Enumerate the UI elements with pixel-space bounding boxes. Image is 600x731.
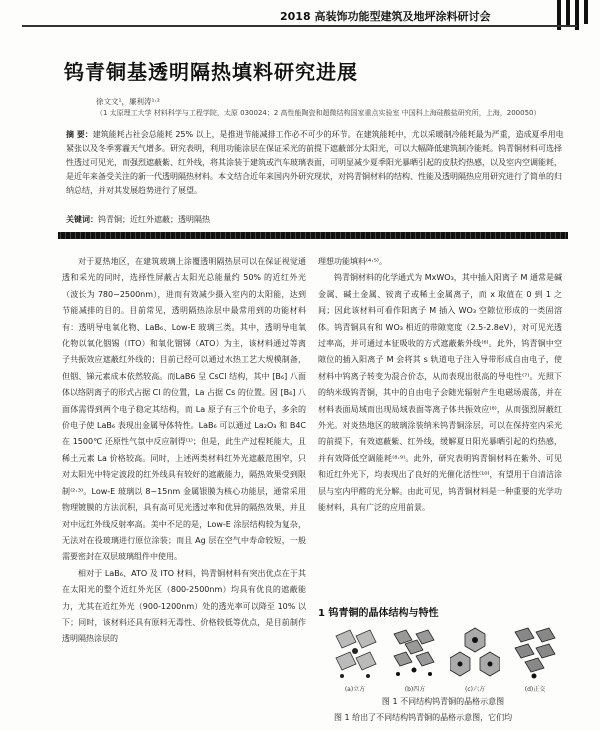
body-paragraph: 图 1 给出了不同结构钨青铜的晶格示意图，它们均 bbox=[334, 713, 513, 722]
cubic-lattice-icon bbox=[330, 626, 380, 682]
figure-caption: 图 1 不同结构钨青铜的晶格示意图 bbox=[381, 697, 505, 706]
keywords-text: 钨青铜；近红外遮蔽；透明隔热 bbox=[98, 215, 210, 224]
running-header bbox=[0, 0, 600, 30]
keywords-label: 关键词： bbox=[66, 215, 98, 224]
body-paragraph: 理想功能填料⁽⁴·⁵⁾。 bbox=[318, 257, 387, 266]
body-paragraph: 相对于 LaB₆、ATO 及 ITO 材料，钨青铜材料有突出优点在于其在太阳光的整个近红外光区（800-2500nm）均具有优良的遮蔽能力，尤其在近红外光（900-1200nm）处的透光率可以降至 10% 以下；同时，该材料还具有原料无毒性、价格较低等优点，是目前制作透明隔热涂层的 bbox=[62, 568, 306, 644]
hexagonal-lattice-icon bbox=[450, 626, 500, 682]
body-paragraph: 对于夏热地区，在建筑玻璃上涂覆透明隔热层可以在保证视觉通透和采光的同时，选择性屏蔽占太阳光总能量约 50% 的近红外光（波长为 780~2500nm），进而有效减少摄入室内的太阳能，达到节能减排的目的。目前常见，透明隔热涂层中最常用到的功能材料有：透明导电氧化物、LaB₆、Low-E 玻璃三类。其中，透明导电氧化物以氧化铟锡（ITO）和氧化铟锑（ATO）为主，该材料通过等离子共振效应遮蔽红外线的；目前已经可以通过水热工艺大规模制备，但铟、锑元素成本依然较高。而LaB6 呈 CsCl 结构，其中 [B₆] 八面体以络阴离子的形式占据 Cl 的位置，La 占据 Cs 的位置。因 [B₆] 八面体需得到两个电子稳定其结构，而 La 原子有三个价电子，多余的价电子使 LaB₆ 表现出金属导体特性。LaB₆ 可以通过 La₂O₃ 和 B4C 在 1500℃ 还原性气氛中反应制得⁽¹⁾；但是，此生产过程耗能大，且稀土元素 La 价格较高。同时，上述两类材料红外光遮蔽范围窄，只对太阳光中特定波段的红外线具有较好的遮蔽能力，隔热效果受到限制⁽²·³⁾。Low-E 玻璃以 8~15nm 金属银膜为核心功能层，通常采用物理镀膜的方法沉积，具有高可见光透过率和优异的隔热效果，并且对中远红外线反射率高。美中不足的是，Low-E 涂层结构较为复杂，无法对在役玻璃进行原位涂装；而且 Ag 层在空气中寿命较短，一般需要密封在双层玻璃组件中使用。 bbox=[62, 257, 306, 562]
header-rule bbox=[22, 25, 577, 27]
figure-panel-label: (b)四方 bbox=[404, 686, 426, 693]
crystal-structure-figure bbox=[330, 626, 570, 706]
orthorhombic-lattice-icon bbox=[510, 626, 560, 682]
right-column bbox=[318, 254, 562, 517]
decorative-divider-band bbox=[58, 232, 568, 239]
paper-title: 钨青铜基透明隔热填料研究进展 bbox=[64, 60, 358, 84]
abstract-label: 摘 要： bbox=[66, 130, 93, 139]
abstract-text: 建筑能耗占社会总能耗 25% 以上，是推进节能减排工作必不可少的环节。在建筑能耗中，尤以采暖制冷能耗最为严重，造成夏季用电紧张以及冬季雾霾天气增多。研究表明，利用功能涂层在保证采光的前提下遮蔽部分太阳光，可以大幅降低建筑制冷能耗。钨青铜材料可选择性透过可见光，而强烈遮蔽紫、红外线，将其涂装于建筑或汽车玻璃表面，可明显减少夏季阳光暴晒引起的皮肤灼热感，以及室内空调能耗，是近年来备受关注的新一代透明隔热材料。本文结合近年来国内外研究现状，对钨青铜材料的结构、性能及透明隔热应用研究进行了简单的归纳总结，并对其发展趋势进行了展望。 bbox=[66, 130, 564, 195]
running-title: 2018 高装饰功能型建筑及地坪涂料研讨会 bbox=[280, 10, 491, 23]
keywords bbox=[66, 214, 210, 225]
figure-panel-label: (d)正交 bbox=[524, 686, 546, 693]
affiliation: （1 太原理工大学 材料科学与工程学院，太原 030024；2 高性能陶瓷和超微结构国家重点实验室 中国科上海硅酸盐研究所，上海，200050） bbox=[96, 109, 541, 117]
figure-panel-label: (a)立方 bbox=[344, 686, 366, 693]
author-list: 徐文文¹，廉利涛¹·² bbox=[96, 97, 160, 106]
figure-panel-label: (c)六方 bbox=[465, 686, 485, 693]
tetragonal-lattice-icon bbox=[390, 626, 440, 682]
left-column bbox=[62, 254, 306, 648]
abstract bbox=[66, 128, 566, 198]
body-paragraph: 钨青铜材料的化学通式为 MxWO₃，其中插入阳离子 M 通常是碱金属、碱土金属、铵离子或稀土金属离子，而 x 取值在 0 到 1 之间；因此该材料可看作阳离子 M 插入 WO₃ 空隙位形成的一类固溶体。钨青铜具有和 WO₃ 相近的带隙宽度（2.5-2.8eV），对可见光透过率高，并可通过本征吸收的方式遮蔽紫外线⁽⁶⁾。此外，钨青铜中空隙位的插入阳离子 M 会将其 s 轨道电子注入导带形成自由电子，使材料中钨离子转变为混合价态，从而表现出很高的导电性⁽⁷⁾。光照下的纳米级钨青铜，其中的自由电子会随光辐射产生电磁场震荡，并在材料表面局域而出现局域表面等离子体共振效应⁽⁸⁾，从而强烈屏蔽红外光。对炎热地区的玻璃涂装纳米钨青铜涂层，可以在保持室内采光的前提下，有效遮蔽紫、红外线，缓解夏日阳光暴晒引起的灼热感，并有效降低空调能耗⁽⁸·⁹⁾。此外，研究表明钨青铜材料在紫外、可见和近红外光下，均表现出了良好的光催化活性⁽¹⁰⁾，有望用于自清洁涂层与室内甲醛的光分解。由此可见，钨青铜材料是一种重要的光学功能材料，具有广泛的应用前景。 bbox=[318, 273, 562, 513]
section-heading: 1 钨青铜的晶体结构与特性 bbox=[318, 608, 439, 619]
